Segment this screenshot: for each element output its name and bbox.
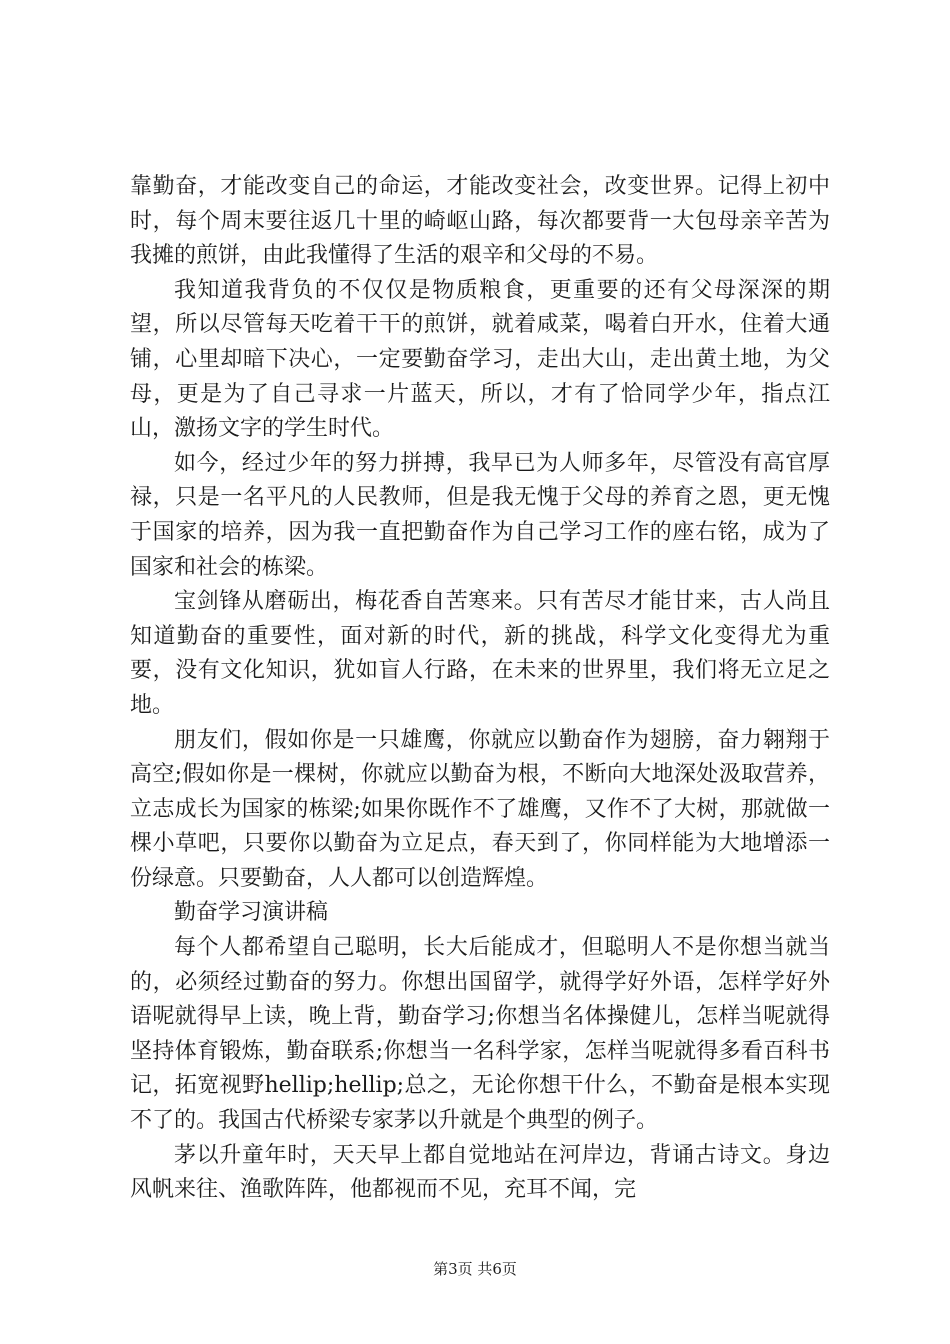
paragraph-7: 茅以升童年时，天天早上都自觉地站在河岸边，背诵古诗文。身边风帆来往、渔歌阵阵，他都视而不见，充耳不闻，完	[130, 1142, 830, 1203]
paragraph-3: 如今，经过少年的努力拼搏，我早已为人师多年，尽管没有高官厚禄，只是一名平凡的人民教师，但是我无愧于父母的养育之恩，更无愧于国家的培养，因为我一直把勤奋作为自己学习工作的座右铭，成为了国家和社会的栋梁。	[130, 450, 830, 580]
paragraph-5: 朋友们，假如你是一只雄鹰，你就应以勤奋作为翅膀，奋力翱翔于高空;假如你是一棵树，你就应以勤奋为根，不断向大地深处汲取营养，立志成长为国家的栋梁;如果你既作不了雄鹰，又作不了大树，那就做一棵小草吧，只要你以勤奋为立足点，春天到了，你同样能为大地增添一份绿意。只要勤奋，人人都可以创造辉煌。	[130, 727, 830, 891]
paragraph-6: 每个人都希望自己聪明，长大后能成才，但聪明人不是你想当就当的，必须经过勤奋的努力。你想出国留学，就得学好外语，怎样学好外语呢就得早上读，晚上背，勤奋学习;你想当名体操健儿，怎样当呢就得坚持体育锻炼，勤奋联系;你想当一名科学家，怎样当呢就得多看百科书记，拓宽视野hellip;hellip;总之，无论你想干什么，不勤奋是根本实现不了的。我国古代桥梁专家茅以升就是个典型的例子。	[130, 935, 830, 1134]
paragraph-1: 靠勤奋，才能改变自己的命运，才能改变社会，改变世界。记得上初中时，每个周末要往返几十里的崎岖山路，每次都要背一大包母亲辛苦为我摊的煎饼，由此我懂得了生活的艰辛和父母的不易。	[130, 174, 830, 269]
section-heading: 勤奋学习演讲稿	[174, 900, 329, 926]
page-number-footer: 第3页 共6页	[433, 1260, 517, 1278]
paragraph-2: 我知道我背负的不仅仅是物质粮食，更重要的还有父母深深的期望，所以尽管每天吃着干干的煎饼，就着咸菜，喝着白开水，住着大通铺，心里却暗下决心，一定要勤奋学习，走出大山，走出黄土地，为父母，更是为了自己寻求一片蓝天，所以，才有了恰同学少年，指点江山，激扬文字的学生时代。	[130, 277, 830, 442]
document-body	[130, 170, 830, 1208]
paragraph-4: 宝剑锋从磨砺出，梅花香自苦寒来。只有苦尽才能甘来，古人尚且知道勤奋的重要性，面对新的时代，新的挑战，科学文化变得尤为重要，没有文化知识，犹如盲人行路，在未来的世界里，我们将无立足之地。	[130, 589, 830, 718]
